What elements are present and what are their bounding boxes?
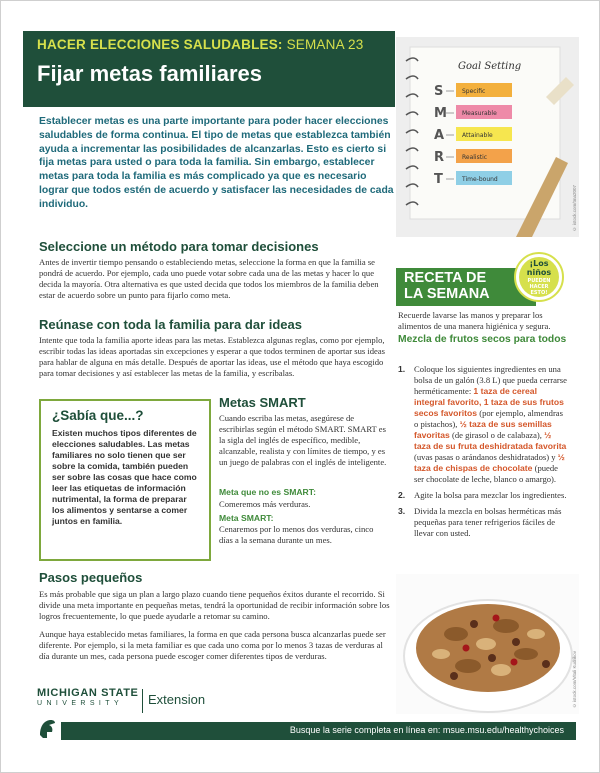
wordmark-divider — [142, 689, 143, 713]
step-number-3: 3. — [398, 506, 406, 516]
section-heading-family-ideas: Reúnase con toda la familia para dar ideas — [39, 317, 302, 332]
step3-text: Divida la mezcla en bolsas herméticas más pequeñas para tener refrigerios fáciles de llevar con usted. — [414, 506, 562, 538]
step1-ingredient-dried-fruit: ½ taza de su fruta deshidratada favorita — [414, 430, 567, 451]
step1-text-d: (uvas pasas o arándanos deshidratados) y — [414, 452, 558, 462]
msu-name: MICHIGAN STATE — [37, 687, 139, 699]
smart-letter-a: A — [434, 128, 445, 143]
note-realistic: Realistic — [462, 154, 488, 161]
section-text-family-ideas: Intente que toda la familia aporte ideas para las metas. Establezca algunas reglas, como por ejemplo, escribir todas las ideas aportadas sin excepciones y esperar a que todos terminen de aportar sus ideas para hablar de alguna en más detalle. Después de aportar las ideas, use el método que haya escogido para tomar decisiones y así establecer las metas de la familia, y escríbalas. — [39, 335, 386, 378]
step1-ingredient-seeds: ½ taza de sus semillas favoritas — [414, 419, 552, 440]
section-heading-small-steps: Pasos pequeños — [39, 570, 143, 585]
step1-text-a: Coloque los siguientes ingredientes en una bolsa de un galón (3.8 L) que pueda cerrarse herméticamente: — [414, 364, 567, 396]
extension-label: Extension — [148, 692, 206, 707]
non-smart-goal-label: Meta que no es SMART: — [219, 487, 316, 497]
notebook-illustration — [396, 37, 579, 237]
step1-text-e: (puede ser chocolate de leche, blanco o amargo). — [414, 463, 558, 484]
badge-line3: PUEDEN — [527, 278, 551, 284]
notebook-heading: Goal Setting — [458, 61, 522, 72]
step1-ingredient-cereal-nuts: 1 taza de cereal integral favorito, 1 taza de sus frutos secos favoritos — [414, 386, 564, 418]
step1-ingredient-chocolate: ½ taza de chispas de chocolate — [414, 452, 565, 473]
smart-letter-r: R — [434, 150, 445, 165]
week-label: SEMANA 23 — [286, 37, 364, 52]
smart-goals-heading: Metas SMART — [219, 395, 306, 410]
intro-paragraph: Establecer metas es una parte importante para poder hacer elecciones saludables de forma continua. El tipo de metas que establezca también ayuda a incrementar las posibilidades de alcanzarlas. Esto es cierto si fija metas para usted o para toda la familia. Sin embargo, establecer metas para toda la familia es más complicado ya que es necesario lograr que todos estén de acuerdo y satisfacer las necesidades de cada individuo. — [39, 116, 394, 210]
recipe-banner-line2: LA SEMANA — [404, 286, 490, 302]
badge-line5: ESTO! — [530, 290, 548, 296]
section-text-decision-method: Antes de invertir tiempo pensando o estableciendo metas, seleccione la forma en que la familia se pondrá de acuerdo. Por ejemplo, cada uno puede votar sobre cada una de las metas y hacer lo que decida la mayoría. Otra alternativa es que usted decida que todos los miembros de la familia deben estar de acuerdo sobre un punto para fijarlo como meta. — [39, 257, 379, 300]
section-text-small-steps-1: Es más probable que siga un plan a largo plazo cuando tiene pequeños éxitos durante el recorrido. Si divide una meta importante en pequeñas metas, tendrá la oportunidad de recibir información sobre los logros frecuentemente, lo que puede ayudarle a retomar su camino. — [39, 589, 390, 621]
recipe-intro: Recuerde lavarse las manos y preparar los alimentos de una manera higiénica y segura. — [398, 310, 551, 331]
photo-credit-2: © istock.com/Vitali Kudrikov — [572, 650, 577, 708]
trail-mix-illustration — [396, 574, 579, 714]
step-number-2: 2. — [398, 490, 406, 500]
step1-text-b: (por ejemplo, almendras o pistachos), — [414, 408, 563, 429]
did-you-know-text: Existen muchos tipos diferentes de elecciones saludables. Las metas familiares no solo tienen que ser sobre la comida, también pueden ser sobre las cosas que hace como leer las etiquetas de información nutrimental, la forma de preparar los alimentos y sentarse a comer juntos en familia. — [52, 428, 197, 526]
kids-can-do-this-badge — [513, 251, 565, 303]
note-measurable: Measurable — [462, 110, 497, 117]
photo-credit-1: © istock.com/tma2007 — [572, 184, 577, 231]
note-time-bound: Time-bound — [462, 176, 498, 183]
footer-series-link[interactable]: Busque la serie completa en línea en: msue.msu.edu/healthychoices — [61, 722, 576, 740]
trail-mix-bowl-image — [396, 574, 579, 714]
series-name: HACER ELECCIONES SALUDABLES: — [37, 37, 283, 52]
msu-wordmark — [37, 687, 139, 707]
badge-line4: HACER — [529, 284, 549, 290]
smart-letter-m: M — [434, 106, 447, 121]
smart-goals-text: Cuando escriba las metas, asegúrese de escribirlas según el método SMART. SMART es la sigla del inglés de específico, medible, alcanzable, realista y con límites de tiempo, y es un juego de palabras con el inglés de inteligente. — [219, 413, 387, 467]
step-number-1: 1. — [398, 364, 406, 374]
recipe-step-2 — [398, 490, 568, 501]
recipe-banner-line1: RECETA DE — [404, 270, 487, 286]
non-smart-goal-text: Comeremos más verduras. — [219, 499, 311, 509]
smart-goal-label: Meta SMART: — [219, 513, 274, 523]
did-you-know-heading: ¿Sabía que...? — [52, 408, 144, 423]
page-title: Fijar metas familiares — [37, 61, 263, 86]
series-kicker — [37, 37, 385, 52]
recipe-step-1 — [398, 364, 568, 485]
section-text-small-steps-2: Aunque haya establecido metas familiares, la forma en que cada persona busca alcanzarlas puede ser diferente. Por ejemplo, si la meta familiar es que cada uno coma por lo menos 3 tazas de verduras al día durante un mes, cada persona puede escoger comer diferentes tipos de verduras. — [39, 629, 386, 661]
step1-text-c: (de girasol o de calabaza), — [449, 430, 545, 440]
step2-text: Agite la bolsa para mezclar los ingredientes. — [414, 490, 567, 500]
section-heading-decision-method: Seleccione un método para tomar decisiones — [39, 239, 319, 254]
recipe-steps — [398, 364, 568, 544]
recipe-step-3 — [398, 506, 568, 539]
smart-letter-s: S — [434, 84, 444, 99]
smart-letter-t: T — [434, 172, 443, 187]
recipe-title: Mezcla de frutos secos para todos — [398, 334, 567, 345]
badge-line1: ¡Los — [529, 259, 549, 268]
header-band — [23, 31, 395, 107]
goal-setting-notebook-image — [396, 37, 579, 237]
note-attainable: Attainable — [462, 132, 493, 139]
spartan-helmet-icon — [37, 717, 57, 741]
note-specific: Specific — [462, 88, 486, 95]
msu-university: UNIVERSITY — [37, 700, 124, 707]
badge-line2: niños — [526, 268, 552, 277]
did-you-know-box — [39, 399, 211, 561]
smart-goal-text: Cenaremos por lo menos dos verduras, cinco días a la semana durante un mes. — [219, 524, 374, 545]
